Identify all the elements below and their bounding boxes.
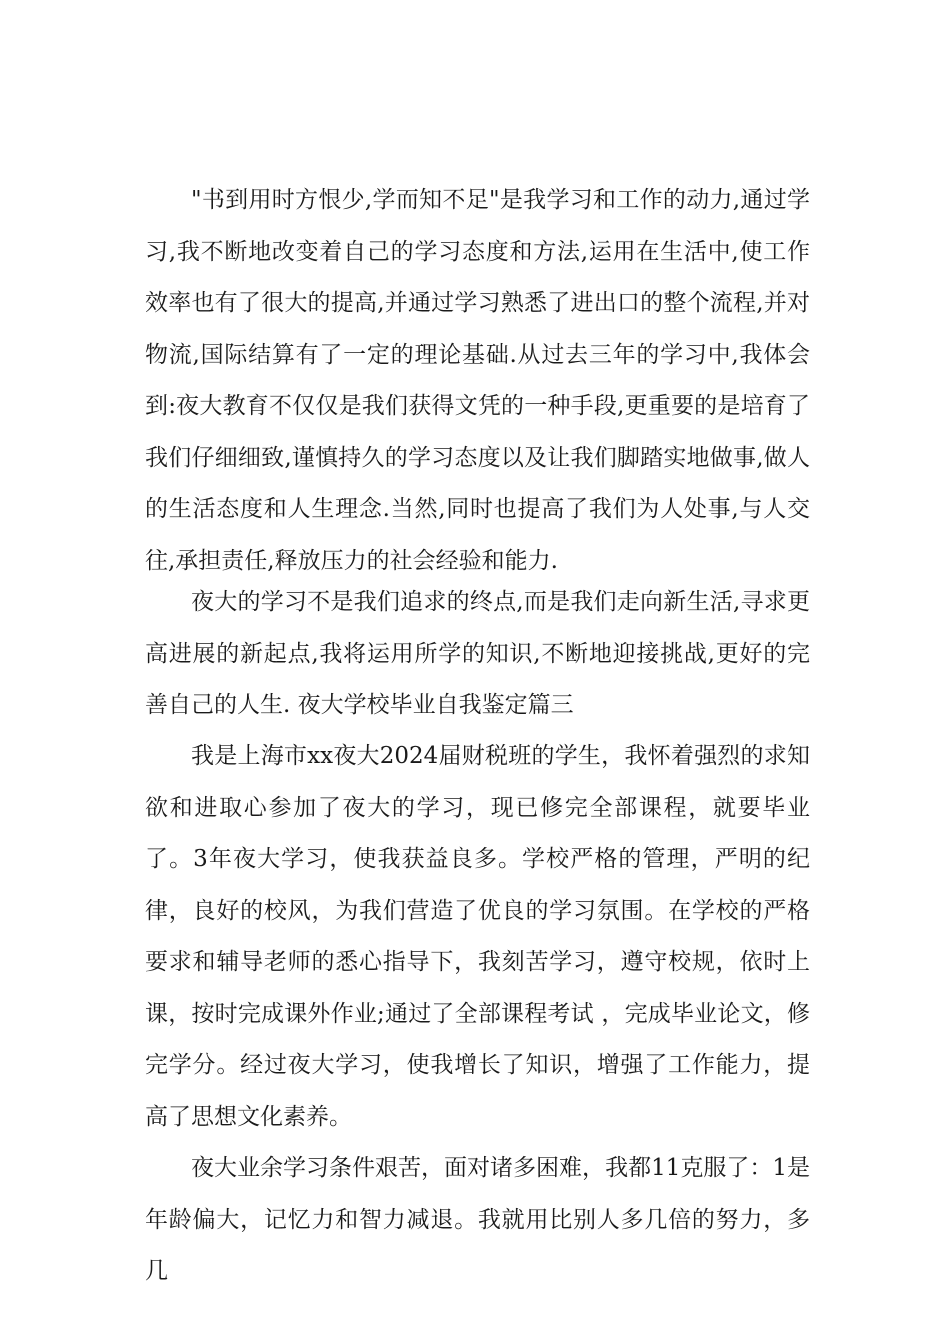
paragraph-study-motivation: "书到用时方恨少,学而知不足"是我学习和工作的动力,通过学习,我不断地改变着自己的学习态度和方法,运用在生活中,使工作效率也有了很大的提高,并通过学习熟悉了进出口的整个流程,并对物流,国际结算有了一定的理论基础.从过去三年的学习中,我体会到:夜大教育不仅仅是我们获得文凭的一种手段,更重要的是培育了我们仔细细致,谨慎持久的学习态度以及让我们脚踏实地做事,做人的生活态度和人生理念.当然,同时也提高了我们为人处事,与人交往,承担责任,释放压力的社会经验和能力. [145, 187, 810, 574]
paragraph-new-starting-point: 夜大的学习不是我们追求的终点,而是我们走向新生活,寻求更高进展的新起点,我将运用所学的知识,不断地迎接挑战,更好的完善自己的人生. 夜大学校毕业自我鉴定篇三 [145, 589, 810, 718]
paragraph-student-introduction: 我是上海市xx夜大2024届财税班的学生，我怀着强烈的求知欲和进取心参加了夜大的学习，现已修完全部课程，就要毕业了。3年夜大学习，使我获益良多。学校严格的管理，严明的纪律，良好的校风，为我们营造了优良的学习氛围。在学校的严格要求和辅导老师的悉心指导下，我刻苦学习，遵守校规，依时上课，按时完成课外作业;通过了全部课程考试 ，完成毕业论文，修完学分。经过夜大学习，使我增长了知识，增强了工作能力，提高了思想文化素养。 [145, 743, 810, 1130]
paragraph-study-difficulties: 夜大业余学习条件艰苦，面对诸多困难，我都11克服了：1是年龄偏大，记忆力和智力减退。我就用比别人多几倍的努力，多几 [145, 1155, 810, 1284]
